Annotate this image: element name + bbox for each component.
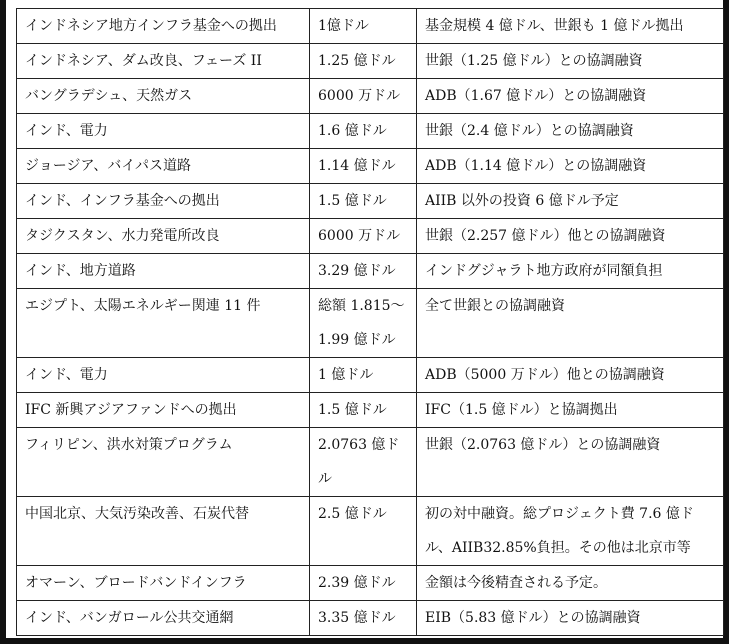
table-row — [17, 219, 724, 254]
note-cell: 世銀（1.25 億ドル）との協調融資 — [417, 44, 724, 79]
table-row — [17, 601, 724, 636]
project-cell: 中国北京、大気汚染改善、石炭代替 — [17, 497, 310, 566]
note-cell: EIB（5.83 億ドル）との協調融資 — [417, 601, 724, 636]
note-cell: 初の対中融資。総プロジェクト費 7.6 億ドル、AIIB32.85%負担。その他は北京市等 — [417, 497, 724, 566]
table-row — [17, 358, 724, 393]
table-row — [17, 79, 724, 114]
amount-cell: 2.0763 億ドル — [310, 428, 417, 497]
note-cell: ADB（5000 万ドル）他との協調融資 — [417, 358, 724, 393]
amount-cell: 3.29 億ドル — [310, 254, 417, 289]
amount-cell: 3.35 億ドル — [310, 601, 417, 636]
table-row — [17, 289, 724, 358]
note-cell: AIIB 以外の投資 6 億ドル予定 — [417, 184, 724, 219]
project-cell: エジプト、太陽エネルギー関連 11 件 — [17, 289, 310, 358]
amount-cell: 2.5 億ドル — [310, 497, 417, 566]
table-row — [17, 428, 724, 497]
project-cell: インド、地方道路 — [17, 254, 310, 289]
project-cell: IFC 新興アジアファンドへの拠出 — [17, 393, 310, 428]
project-cell: インド、インフラ基金への拠出 — [17, 184, 310, 219]
table-row — [17, 9, 724, 44]
amount-cell: 1.6 億ドル — [310, 114, 417, 149]
note-cell: ADB（1.14 億ドル）との協調融資 — [417, 149, 724, 184]
project-cell: インドネシア地方インフラ基金への拠出 — [17, 9, 310, 44]
amount-cell: 6000 万ドル — [310, 79, 417, 114]
table-row — [17, 566, 724, 601]
project-cell: ジョージア、バイパス道路 — [17, 149, 310, 184]
note-cell: 金額は今後精査される予定。 — [417, 566, 724, 601]
note-cell: IFC（1.5 億ドル）と協調拠出 — [417, 393, 724, 428]
note-cell: 世銀（2.0763 億ドル）との協調融資 — [417, 428, 724, 497]
table-row — [17, 184, 724, 219]
amount-cell: 6000 万ドル — [310, 219, 417, 254]
amount-cell: 1.5 億ドル — [310, 184, 417, 219]
amount-cell: 1.14 億ドル — [310, 149, 417, 184]
note-cell: 世銀（2.4 億ドル）との協調融資 — [417, 114, 724, 149]
amount-cell: 2.39 億ドル — [310, 566, 417, 601]
project-cell: インド、バンガロール公共交通網 — [17, 601, 310, 636]
table-row — [17, 254, 724, 289]
project-cell: インドネシア、ダム改良、フェーズ II — [17, 44, 310, 79]
note-cell: ADB（1.67 億ドル）との協調融資 — [417, 79, 724, 114]
project-cell: インド、電力 — [17, 358, 310, 393]
amount-cell: 1億ドル — [310, 9, 417, 44]
table-row — [17, 114, 724, 149]
note-cell: 基金規模 4 億ドル、世銀も 1 億ドル拠出 — [417, 9, 724, 44]
note-cell: インドグジャラト地方政府が同額負担 — [417, 254, 724, 289]
note-cell: 世銀（2.257 億ドル）他との協調融資 — [417, 219, 724, 254]
amount-cell: 1 億ドル — [310, 358, 417, 393]
table-row — [17, 44, 724, 79]
project-cell: フィリピン、洪水対策プログラム — [17, 428, 310, 497]
project-cell: オマーン、ブロードバンドインフラ — [17, 566, 310, 601]
table-row — [17, 497, 724, 566]
amount-cell: 1.5 億ドル — [310, 393, 417, 428]
amount-cell: 総額 1.815〜1.99 億ドル — [310, 289, 417, 358]
table-row — [17, 149, 724, 184]
project-cell: バングラデシュ、天然ガス — [17, 79, 310, 114]
amount-cell: 1.25 億ドル — [310, 44, 417, 79]
project-cell: インド、電力 — [17, 114, 310, 149]
project-cell: タジクスタン、水力発電所改良 — [17, 219, 310, 254]
note-cell: 全て世銀との協調融資 — [417, 289, 724, 358]
projects-table — [16, 8, 724, 636]
table-row — [17, 393, 724, 428]
